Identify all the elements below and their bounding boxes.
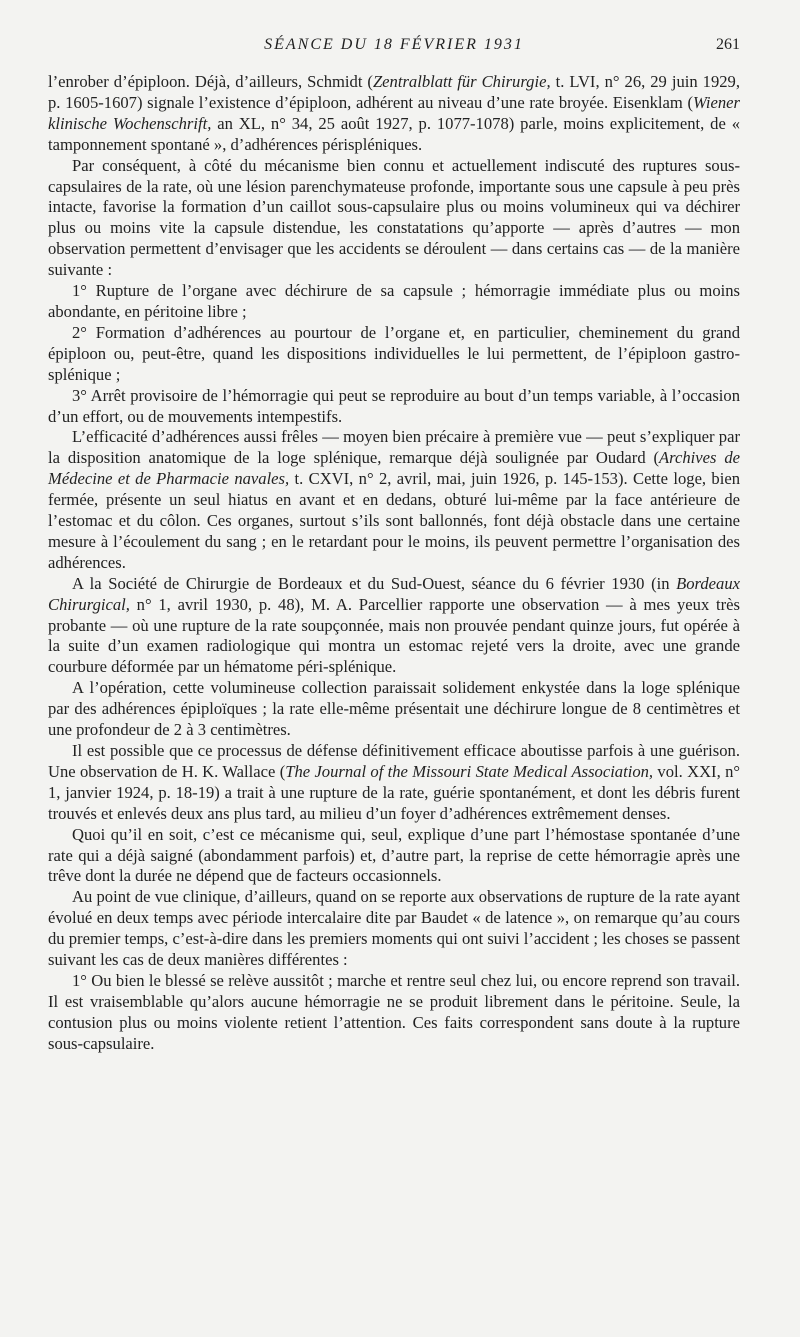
text-run: Par conséquent, à côté du mécanisme bien connu et actuellement indiscuté des ruptures sous-capsulaires de la rate, où une lésion parenchymateuse profonde, importante sous une capsule à peu près intacte, favorise la formation d’un caillot sous-capsulaire plus ou moins volumineux qui va déchirer plus ou moins vite la capsule distendue, les constatations qu’apporte — après d’autres — mon observation permettent d’envisager que les accidents se déroulent — dans certains cas — de la manière suivante : bbox=[48, 155, 740, 280]
citation-title: Archives de Médecine et de Pharmacie navales, bbox=[48, 448, 740, 489]
text-run: Quoi qu’il en soit, c’est ce mécanisme qui, seul, explique d’une part l’hémostase spontanée d’une rate qui a déjà saigné (abondamment parfois) et, d’autre part, la reprise de cette hémorragie après une trêve dont la durée ne dépend que de facteurs occasionnels. bbox=[48, 824, 740, 886]
paragraph bbox=[48, 574, 740, 679]
paragraph bbox=[48, 72, 740, 156]
text-run: A la Société de Chirurgie de Bordeaux et du Sud-Ouest, séance du 6 février 1930 (in bbox=[72, 573, 677, 593]
header-title: SÉANCE DU 18 FÉVRIER 1931 bbox=[264, 36, 524, 53]
paragraph bbox=[48, 825, 740, 888]
text-run: n° 1, avril 1930, p. 48), M. A. Parcellier rapporte une observation — à mes yeux très probante — où une rupture de la rate soupçonnée, mais non prouvée pendant quinze jours, fut opérée à la suite d’un examen radiologique qui montra un estomac rejeté vers la droite, avec une grande courbure déformée par un hématome péri-splénique. bbox=[48, 594, 740, 677]
text-run: vol. XXI, n° 1, janvier 1924, p. 18-19) a trait à une rupture de la rate, guérie spontanément, et dont les débris furent trouvés et enlevés deux ans plus tard, au milieu d’un foyer d’adhérences extrêmement denses. bbox=[48, 761, 740, 823]
text-run: l’enrober d’épiploon. Déjà, d’ailleurs, Schmidt ( bbox=[48, 72, 373, 91]
text-run: 1° Rupture de l’organe avec déchirure de sa capsule ; hémorragie immédiate plus ou moins abondante, en péritoine libre ; bbox=[48, 281, 740, 321]
paragraph bbox=[48, 887, 740, 971]
citation-title: Bordeaux Chirurgical, bbox=[48, 573, 740, 614]
text-run: A l’opération, cette volumineuse collection paraissait solidement enkystée dans la loge splénique par des adhérences épiploïques ; la rate elle-même présentait une déchirure longue de 8 centimètres et une profondeur de 2 à 3 centimètres. bbox=[48, 678, 740, 740]
body-text bbox=[48, 72, 740, 1055]
paragraph bbox=[48, 156, 740, 281]
text-run: an XL, n° 34, 25 août 1927, p. 1077-1078) parle, moins explicitement, de « tamponnement spontané », d’adhérences périspléniques. bbox=[48, 113, 740, 154]
text-run: t. LVI, n° 26, 29 juin 1929, p. 1605-1607) signale l’existence d’épiploon, adhérent au niveau d’une rate broyée. Eisenklam ( bbox=[48, 72, 740, 112]
paragraph bbox=[48, 678, 740, 741]
text-run: L’efficacité d’adhérences aussi frêles — moyen bien précaire à première vue — peut s’expliquer par la disposition anatomique de la loge splénique, remarque déjà soulignée par Oudard ( bbox=[48, 427, 740, 468]
paragraph bbox=[48, 427, 740, 573]
citation-title: Zentralblatt für Chirurgie, bbox=[372, 72, 551, 91]
paragraph bbox=[48, 281, 740, 323]
text-run: Il est possible que ce processus de défense définitivement efficace aboutisse parfois à une guérison. Une observation de H. K. Wallace ( bbox=[48, 741, 740, 781]
text-run: 2° Formation d’adhérences au pourtour de l’organe et, en particulier, cheminement du grand épiploon ou, peut-être, quand les dispositions individuelles le lui permettent, de l’épiploon gastro-splénique ; bbox=[48, 322, 740, 384]
paragraph bbox=[48, 741, 740, 825]
page-number: 261 bbox=[716, 36, 740, 53]
paragraph bbox=[48, 323, 740, 386]
text-run: Au point de vue clinique, d’ailleurs, quand on se reporte aux observations de rupture de la rate ayant évolué en deux temps avec période intercalaire dite par Baudet « de latence », on remarque qu’au cours du premier temps, c’est-à-dire dans les premiers moments qui ont suivi l’accident ; les choses se passent suivant les cas de deux manières différentes : bbox=[48, 887, 740, 970]
text-run: t. CXVI, n° 2, avril, mai, juin 1926, p. 145-153). Cette loge, bien fermée, présente un seul hiatus en avant et en dedans, obturé lui-même par la face antérieure de l’estomac et du côlon. Ces organes, surtout s’ils sont ballonnés, font déjà obstacle dans une certaine mesure à l’écoulement du sang ; en le retardant pour le moins, ils peuvent permettre l’organisation des adhérences. bbox=[48, 469, 740, 572]
paragraph bbox=[48, 971, 740, 1055]
citation-title: Wiener klinische Wochenschrift, bbox=[48, 92, 740, 133]
paragraph bbox=[48, 386, 740, 428]
citation-title: The Journal of the Missouri State Medical Association, bbox=[285, 761, 654, 781]
running-header bbox=[48, 36, 740, 60]
text-run: 1° Ou bien le blessé se relève aussitôt ; marche et rentre seul chez lui, ou encore reprend son travail. Il est vraisemblable qu’alors aucune hémorragie ne se produit librement dans le péritoine. Seule, la contusion plus ou moins violente retient l’attention. Ces faits correspondent sans doute à la rupture sous-capsulaire. bbox=[48, 970, 740, 1053]
text-run: 3° Arrêt provisoire de l’hémorragie qui peut se reproduire au bout d’un temps variable, à l’occasion d’un effort, ou de mouvements intempestifs. bbox=[48, 385, 740, 426]
